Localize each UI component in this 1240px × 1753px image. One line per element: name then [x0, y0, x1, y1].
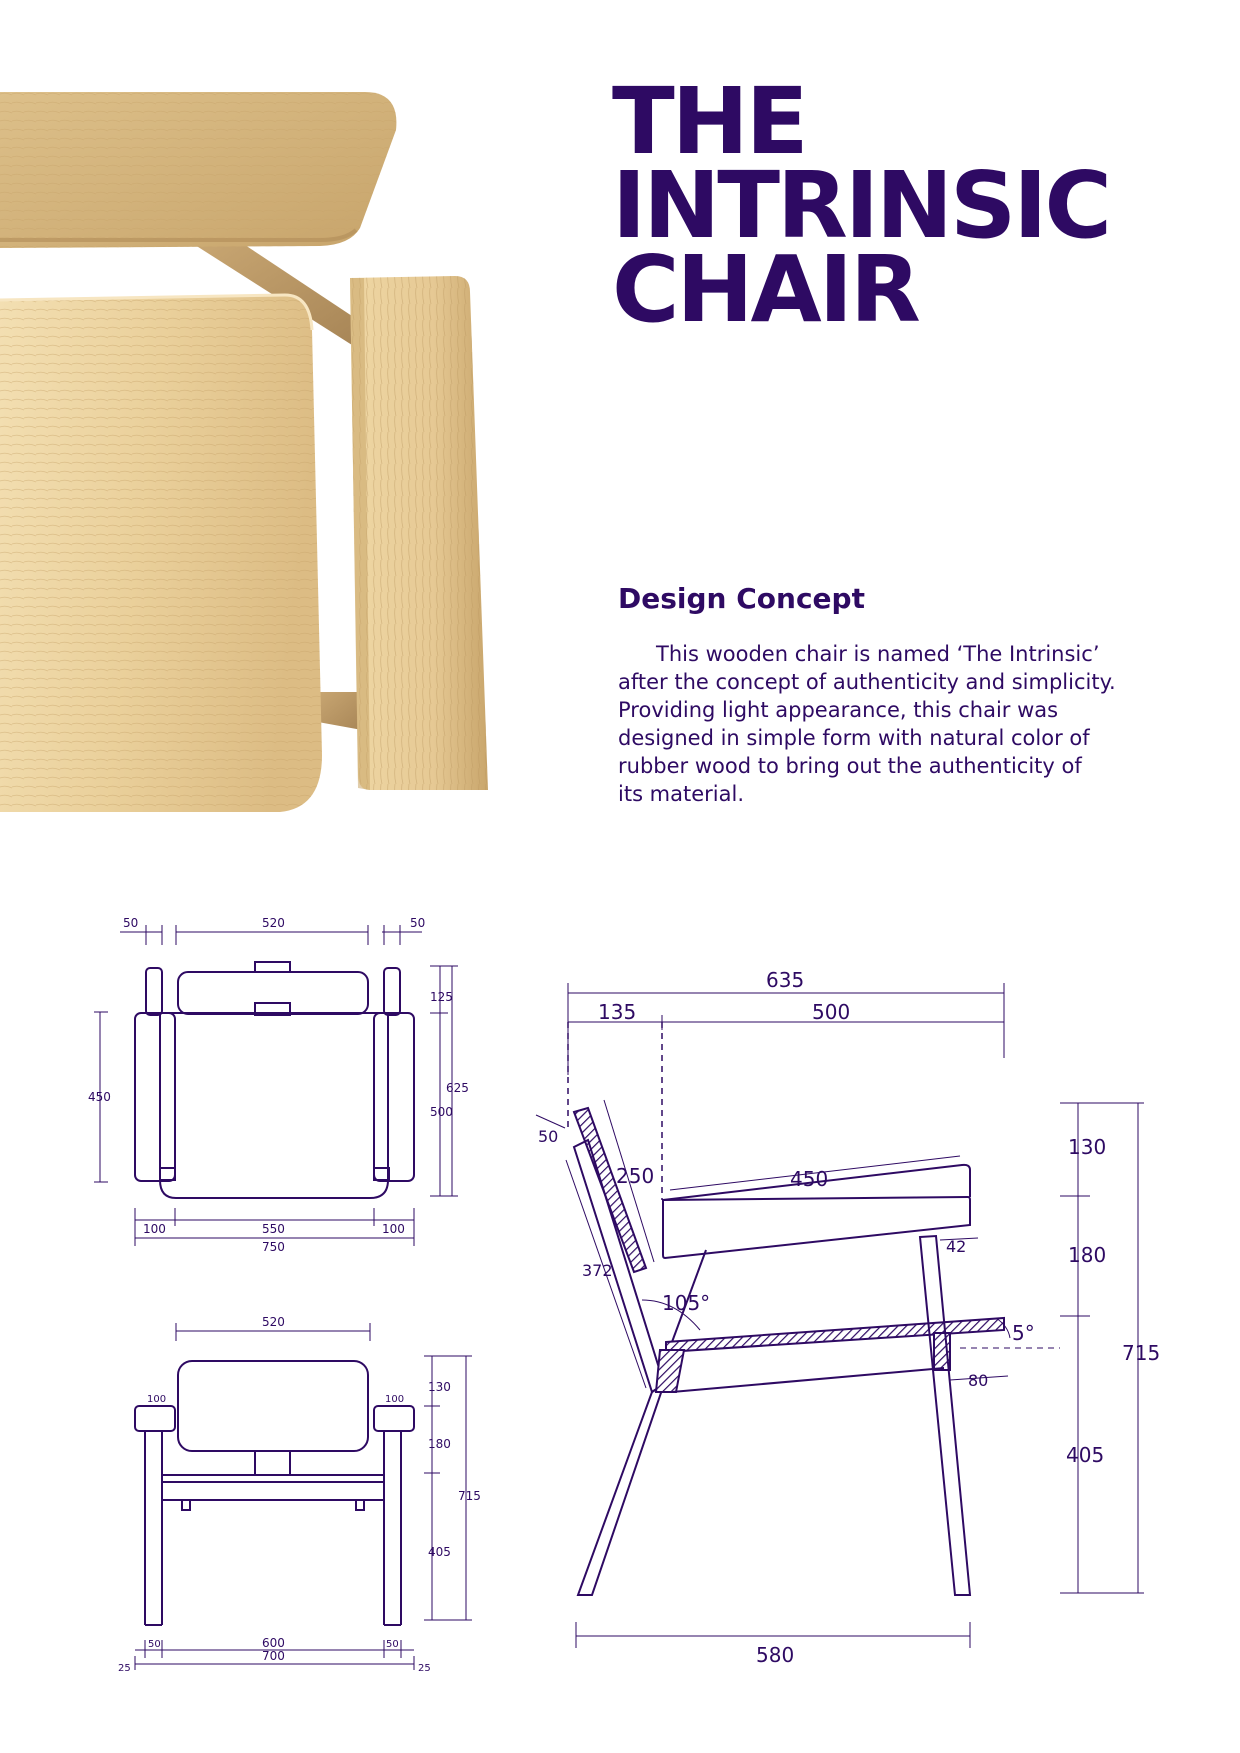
- side-seat-rail: [666, 1318, 1004, 1352]
- dim-back-thick: 50: [538, 1127, 559, 1146]
- concept-line-4: designed in simple form with natural color of: [618, 726, 1090, 750]
- dim-bot-right: 100: [382, 1222, 405, 1236]
- design-concept-heading: Design Concept: [618, 582, 865, 615]
- dim-left: 450: [88, 1090, 111, 1104]
- dim-top-left: 50: [123, 916, 139, 930]
- dim-back-width: 250: [616, 1164, 655, 1188]
- side-backrest: [574, 1108, 646, 1272]
- dim-base: 580: [756, 1643, 795, 1667]
- dim-right-mid: 500: [430, 1105, 453, 1119]
- dim-bot-left: 100: [143, 1222, 166, 1236]
- dim-bot-total: 750: [262, 1240, 285, 1254]
- dim-arm-left: 100: [147, 1394, 167, 1405]
- dim-right-outer: 625: [446, 1081, 469, 1095]
- dim-side-top-a: 135: [598, 1000, 637, 1024]
- dim-angle-back: 105°: [662, 1291, 711, 1315]
- chair-render: [0, 92, 488, 812]
- concept-line-6: its material.: [618, 782, 745, 806]
- dim-side-top-total: 635: [766, 968, 805, 992]
- lower-rail: [318, 692, 362, 730]
- dim-bot-mid: 550: [262, 1222, 285, 1236]
- design-concept-text: [618, 640, 1178, 808]
- dim-front-bot-right: 50: [386, 1639, 399, 1650]
- dim-top-right: 50: [410, 916, 426, 930]
- dim-front-right-total: 715: [458, 1489, 481, 1503]
- concept-line-1: This wooden chair is named ‘The Intrinsic’: [656, 642, 1100, 666]
- title-line-1: THE: [612, 68, 806, 175]
- dim-arm-right: 100: [385, 1394, 405, 1405]
- concept-line-2: after the concept of authenticity and simplicity.: [618, 670, 1116, 694]
- dim-arm-end: 80: [968, 1371, 989, 1390]
- dim-front-right-a: 130: [428, 1380, 451, 1394]
- title-line-3: CHAIR: [612, 236, 918, 343]
- dim-front-top: 520: [262, 1315, 285, 1329]
- top-view-drawing: [88, 916, 469, 1254]
- dim-seat-depth: 450: [790, 1167, 829, 1191]
- title-line-2: INTRINSIC: [612, 152, 1110, 259]
- dim-front-bot-left: 50: [148, 1639, 161, 1650]
- concept-line-5: rubber wood to bring out the authenticity of: [618, 754, 1082, 778]
- page-title: [612, 68, 1110, 343]
- dim-foot-right: 25: [418, 1663, 431, 1674]
- dim-h-a: 130: [1068, 1135, 1107, 1159]
- dim-front-bot-total: 700: [262, 1649, 285, 1663]
- dim-angle-seat: 5°: [1012, 1321, 1035, 1345]
- concept-line-3: Providing light appearance, this chair was: [618, 698, 1059, 722]
- dim-h-total: 715: [1122, 1341, 1161, 1365]
- dim-side-top-b: 500: [812, 1000, 851, 1024]
- dim-front-bot-mid: 600: [262, 1636, 285, 1650]
- dim-h-c: 405: [1066, 1443, 1105, 1467]
- dim-foot-left: 25: [118, 1663, 131, 1674]
- side-view-drawing: [536, 968, 1160, 1667]
- dim-front-right-b: 180: [428, 1437, 451, 1451]
- dim-leg-top: 42: [946, 1237, 967, 1256]
- front-view-drawing: [118, 1315, 481, 1674]
- dim-top-mid: 520: [262, 916, 285, 930]
- dim-h-b: 180: [1068, 1243, 1107, 1267]
- dim-right-top: 125: [430, 990, 453, 1004]
- dim-front-right-c: 405: [428, 1545, 451, 1559]
- dim-leg-len: 372: [582, 1261, 613, 1280]
